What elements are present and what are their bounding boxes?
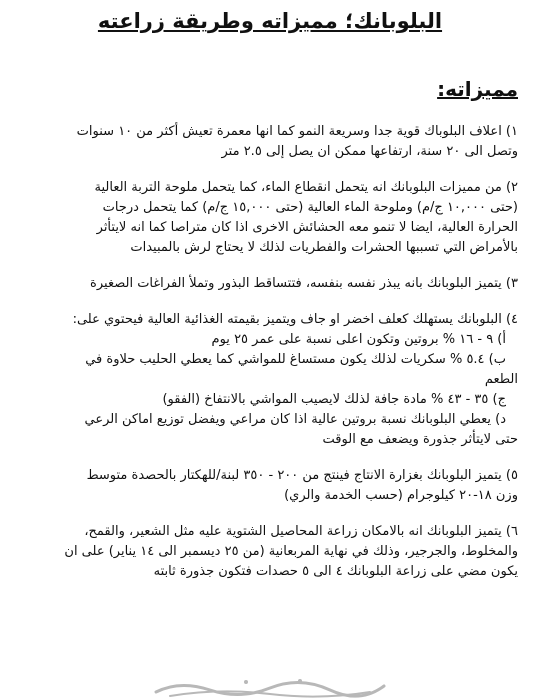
list-item: ب) ٥.٤ % سكريات لذلك يكون مستساغ للمواشي كما يعطي الحليب حلاوة في — [85, 352, 506, 367]
paragraph-2 — [22, 178, 518, 258]
paragraph-line: وتصل الى ٢٠ سنة، ارتفاعها ممكن ان يصل إلى ٢.٥ متر — [221, 144, 518, 159]
watermark-logo-icon — [150, 676, 390, 698]
paragraph-line: ٥) يتميز البلوبانك بغزارة الانتاج فينتج من ٢٠٠ - ٣٥٠ لبنة/للهكتار بالحصدة متوسط — [86, 468, 518, 483]
paragraph-line: وزن ١٨-٢٠ كيلوجرام (حسب الخدمة والري) — [284, 488, 518, 503]
list-item: حتى لايتأثر جذورة ويضعف مع الوقت — [322, 432, 518, 447]
list-item: ج) ٣٥ - ٤٣ % مادة جافة لذلك لايصيب المواشي بالانتفاخ (الفقو) — [162, 392, 506, 407]
paragraph-line: والمخلوط، والجرجير، وذلك في نهاية المربعانية (من ٢٥ ديسمبر الى ١٤ يناير) على ان — [64, 544, 518, 559]
paragraph-3 — [22, 274, 518, 294]
list-item: أ) ٩ - ١٦ % بروتين وتكون اعلى نسبة على عمر ٢٥ يوم — [211, 332, 506, 347]
paragraph-1 — [22, 122, 518, 162]
list-item: الطعم — [484, 372, 518, 387]
paragraph-5 — [22, 466, 518, 506]
paragraph-line: الحرارة العالية، ايضا لا تنمو معه الحشائش الاخرى اذا كان متراصا كما انه لايتأثر — [96, 220, 518, 235]
paragraph-line: ١) اعلاف البلوباك قوية جدا وسريعة النمو كما انها معمرة تعيش أكثر من ١٠ سنوات — [76, 124, 518, 139]
paragraph-line: ٤) البلوبانك يستهلك كعلف اخضر او جاف ويتميز بقيمته الغذائية العالية فيحتوي على: — [72, 312, 518, 327]
paragraph-line: بالأمراض التي تسببها الحشرات والفطريات لذلك لا يحتاج لرش بالمبيدات — [130, 240, 518, 255]
paragraph-line: ٣) يتميز البلوبانك بانه يبذر نفسه بنفسه، فتتساقط البذور وتملأ الفراغات الصغيرة — [90, 276, 518, 291]
section-heading: مميزاته: — [437, 77, 518, 101]
paragraph-4 — [22, 310, 518, 450]
list-item: د) يعطي البلوبانك نسبة بروتين عالية اذا كان مراعي ويفضل توزيع اماكن الرعي — [84, 412, 506, 427]
paragraph-line: (حتى ١٠,٠٠٠ ج/م) وملوحة الماء العالية (حتى ١٥,٠٠٠ ج/م) كما يتحمل درجات — [102, 200, 518, 215]
paragraph-line: ٦) يتميز البلوبانك انه بالامكان زراعة المحاصيل الشتوية عليه مثل الشعير، والقمح، — [84, 524, 518, 539]
paragraph-line: يكون مضي على زراعة البلوبانك ٤ الى ٥ حصدات فتكون جذورة ثابته — [153, 564, 518, 579]
paragraph-line: ٢) من مميزات البلوبانك انه يتحمل انقطاع الماء، كما يتحمل ملوحة التربة العالية — [94, 180, 518, 195]
paragraph-6 — [22, 522, 518, 582]
document-title: البلوبانك؛ مميزاته وطريقة زراعته — [97, 9, 443, 33]
